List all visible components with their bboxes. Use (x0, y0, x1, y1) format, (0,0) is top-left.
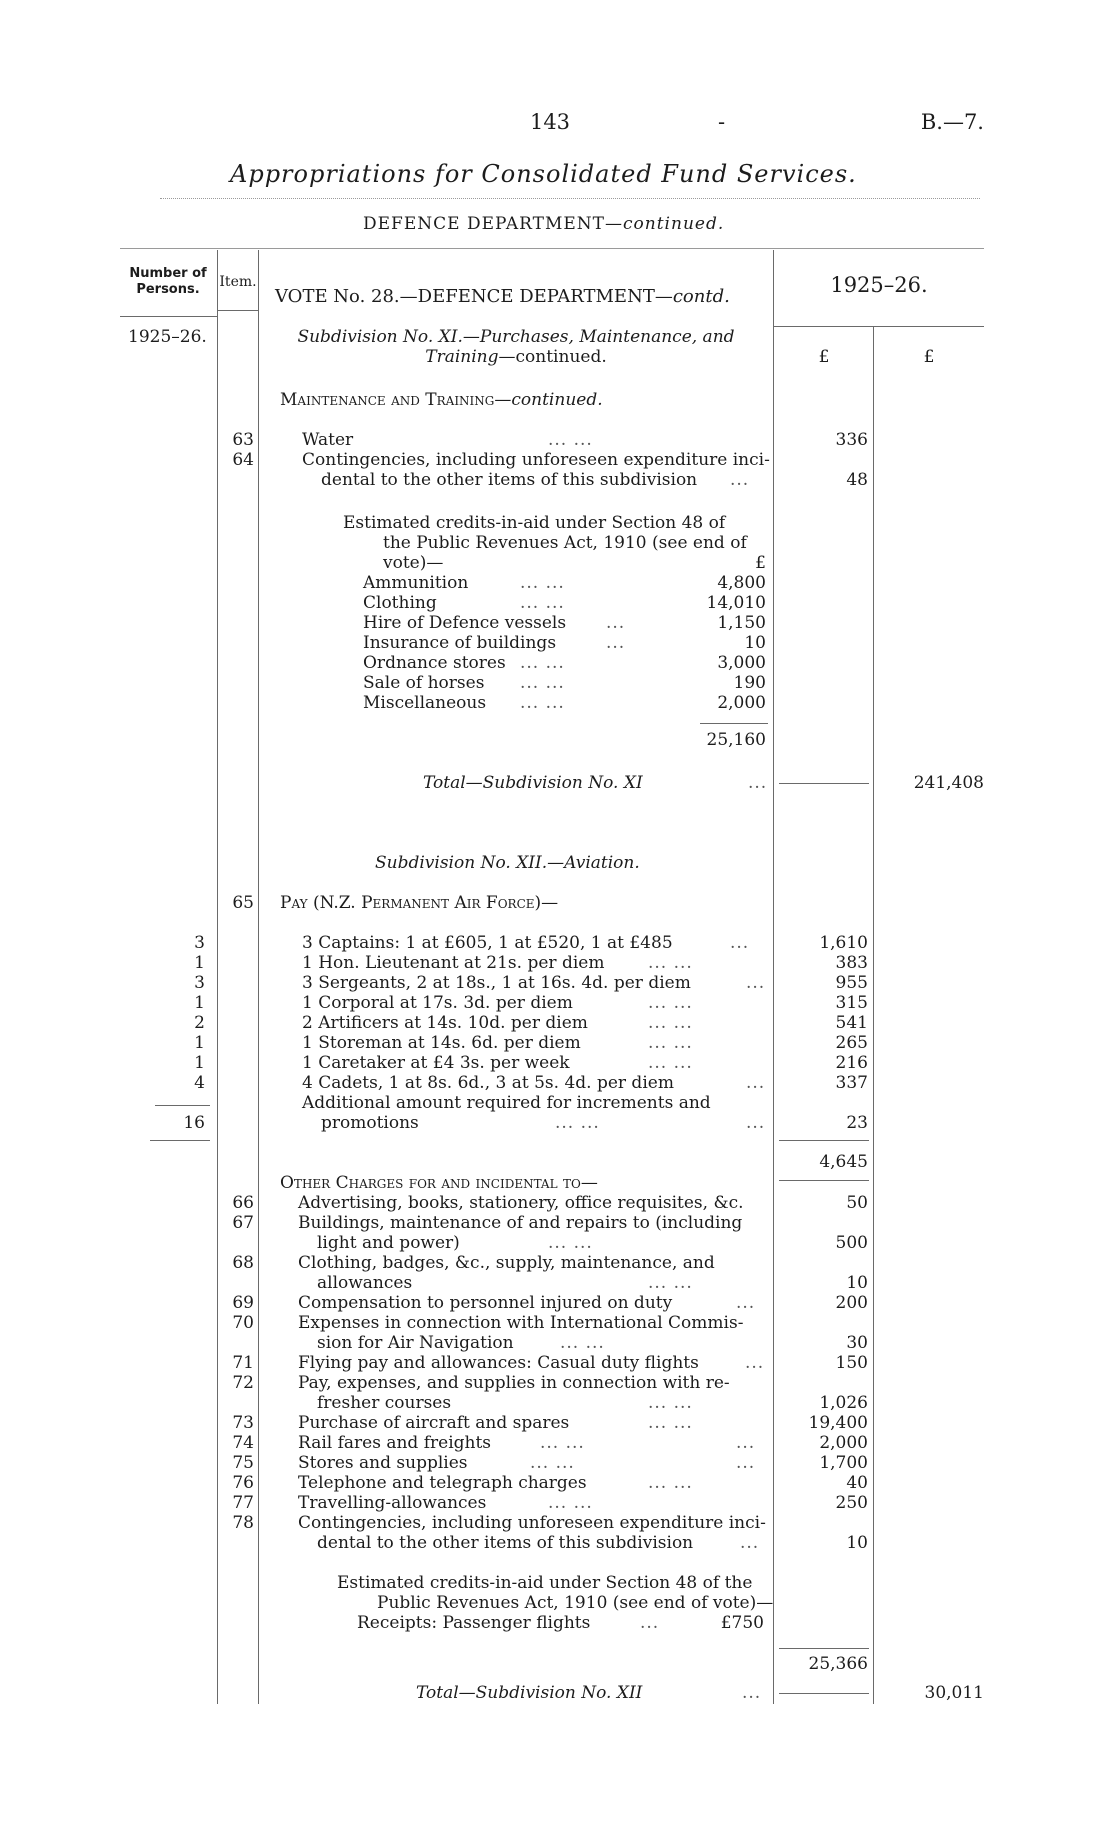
other-item-amount: 500 (835, 1233, 868, 1253)
subdivision-xi-total-label: Total—Subdivision No. XI (423, 773, 643, 793)
item-number: 78 (232, 1513, 254, 1533)
page-title: Appropriations for Consolidated Fund Services. (230, 160, 857, 188)
subdivision-xi-heading-line2 (262, 347, 770, 367)
leader-dots: ... ... (548, 1233, 593, 1253)
leader-dots: ... (748, 773, 768, 793)
leader-dots: ... ... (648, 1053, 693, 1073)
department-heading (363, 214, 724, 234)
leader-dots: ... (742, 1683, 762, 1703)
credit-label: Hire of Defence vessels (363, 613, 567, 633)
credit-label: Ordnance stores (363, 653, 506, 673)
other-item-amount: 1,026 (819, 1393, 868, 1413)
receipts-label: Receipts: Passenger flights (357, 1613, 591, 1633)
paper-reference: B.—7. (920, 110, 984, 134)
leader-dots: ... (730, 470, 750, 490)
maintenance-training-cont: —continued. (494, 390, 603, 410)
leader-dots: ... (606, 613, 626, 633)
leader-dots: ... ... (648, 1033, 693, 1053)
credits-xi-pound: £ (755, 553, 766, 573)
other-item-description: Compensation to personnel injured on duty (298, 1293, 673, 1313)
subdivision-xii-total-label: Total—Subdivision No. XII (416, 1683, 643, 1703)
number-of-persons-header: Number of Persons. (129, 266, 207, 297)
leader-dots: ... ... (648, 1473, 693, 1493)
other-charges-heading: Other Charges for and incidental to— (280, 1173, 598, 1193)
table-top-rule (120, 248, 984, 249)
pay-description: Additional amount required for increments and (302, 1093, 711, 1113)
maintenance-training-heading (280, 390, 603, 410)
subdivision-xii-total-rule (779, 1693, 869, 1694)
persons-total-rule-bottom (150, 1140, 210, 1141)
pay-description-cont: promotions (321, 1113, 419, 1133)
other-item-description: Contingencies, including unforeseen expenditure inci- (298, 1513, 766, 1533)
leader-dots: ... (606, 633, 626, 653)
item-description: Contingencies, including unforeseen expenditure inci- (302, 450, 770, 470)
credits-xi-total-rule (700, 723, 768, 724)
pay-amount: 337 (835, 1073, 868, 1093)
leader-dots: ... ... (648, 1393, 693, 1413)
item-number: 72 (232, 1373, 254, 1393)
other-item-description: Telephone and telegraph charges (298, 1473, 587, 1493)
other-item-description: Travelling-allowances (298, 1493, 487, 1513)
subdivision-xii-total: 30,011 (924, 1683, 984, 1703)
other-item-amount: 30 (846, 1333, 868, 1353)
header-rule (160, 198, 980, 199)
pay-amount: 541 (835, 1013, 868, 1033)
persons-count: 2 (194, 1013, 205, 1033)
pound-sign-col1: £ (818, 347, 830, 367)
persons-header-rule (120, 316, 217, 317)
other-item-description-cont: allowances (317, 1273, 413, 1293)
pay-heading: Pay (N.Z. Permanent Air Force)— (280, 893, 559, 913)
other-item-amount: 200 (835, 1293, 868, 1313)
other-item-description: Purchase of aircraft and spares (298, 1413, 570, 1433)
subdivision-xi-heading-line1: Subdivision No. XI.—Purchases, Maintenance, and (297, 327, 735, 347)
maintenance-training-main: Maintenance and Training (280, 390, 495, 410)
department-cont: —continued. (605, 214, 725, 234)
other-item-amount: 2,000 (819, 1433, 868, 1453)
pay-amount: 216 (835, 1053, 868, 1073)
leader-dots: ... (745, 1353, 765, 1373)
other-item-description-cont: dental to the other items of this subdivision (317, 1533, 694, 1553)
persons-count: 4 (194, 1073, 205, 1093)
item-number: 75 (232, 1453, 254, 1473)
pay-total-rule (779, 1140, 869, 1141)
vote-heading (275, 287, 730, 307)
item-header: Item. (219, 274, 257, 290)
leader-dots: ... (746, 973, 766, 993)
pound-sign-col2: £ (923, 347, 935, 367)
pay-amount: 23 (846, 1113, 868, 1133)
leader-dots: ... (736, 1293, 756, 1313)
pay-description: 4 Cadets, 1 at 8s. 6d., 3 at 5s. 4d. per diem (302, 1073, 674, 1093)
other-item-description: Pay, expenses, and supplies in connection with re- (298, 1373, 730, 1393)
persons-total-rule-top (155, 1105, 210, 1106)
pay-description: 1 Hon. Lieutenant at 21s. per diem (302, 953, 605, 973)
persons-count: 1 (194, 1033, 205, 1053)
amount-col-left-rule (773, 250, 774, 1704)
training-word: Training (425, 347, 499, 367)
other-item-amount: 150 (835, 1353, 868, 1373)
subtotal-rule (779, 1648, 869, 1649)
pay-description: 1 Corporal at 17s. 3d. per diem (302, 993, 573, 1013)
credit-label: Clothing (363, 593, 437, 613)
other-item-description-cont: fresher courses (317, 1393, 452, 1413)
other-item-description-cont: light and power) (317, 1233, 460, 1253)
leader-dots: ... (740, 1533, 760, 1553)
item-number: 74 (232, 1433, 254, 1453)
credit-value: 2,000 (717, 693, 766, 713)
item-number: 64 (232, 450, 254, 470)
credit-value: 10 (744, 633, 766, 653)
item-description-cont: dental to the other items of this subdivision (321, 470, 698, 490)
credits-xi-line3: vote)— (383, 553, 444, 573)
other-item-amount: 40 (846, 1473, 868, 1493)
leader-dots: ... ... (560, 1333, 605, 1353)
subdivision-xii-heading: Subdivision No. XII.—Aviation. (375, 853, 640, 873)
leader-dots: ... ... (648, 1013, 693, 1033)
pay-total-rule-bottom (779, 1180, 869, 1181)
pay-amount: 1,610 (819, 933, 868, 953)
vote-cont: —contd. (654, 286, 730, 307)
item-amount: 48 (846, 470, 868, 490)
item-number: 71 (232, 1353, 254, 1373)
leader-dots: ... ... (540, 1433, 585, 1453)
other-item-description: Stores and supplies (298, 1453, 468, 1473)
leader-dots: ... (746, 1073, 766, 1093)
credit-label: Ammunition (363, 573, 469, 593)
other-item-description: Clothing, badges, &c., supply, maintenance, and (298, 1253, 715, 1273)
credit-value: 3,000 (717, 653, 766, 673)
item-number: 69 (232, 1293, 254, 1313)
leader-dots: ... ... (548, 430, 593, 450)
subdivision-xi-total: 241,408 (913, 773, 984, 793)
pay-amount: 955 (835, 973, 868, 993)
credits-xi-line1: Estimated credits-in-aid under Section 48 of (343, 513, 726, 533)
item-number: 70 (232, 1313, 254, 1333)
leader-dots: ... ... (555, 1113, 600, 1133)
other-item-amount: 250 (835, 1493, 868, 1513)
other-item-amount: 10 (846, 1273, 868, 1293)
other-item-description: Expenses in connection with International Commis- (298, 1313, 744, 1333)
leader-dots: ... (730, 933, 750, 953)
other-item-amount: 19,400 (808, 1413, 868, 1433)
credit-label: Insurance of buildings (363, 633, 557, 653)
item-number: 67 (232, 1213, 254, 1233)
department-main: DEFENCE DEPARTMENT (363, 214, 606, 234)
item-number: 73 (232, 1413, 254, 1433)
credits-xii-line1: Estimated credits-in-aid under Section 48 of the (337, 1573, 753, 1593)
persons-total: 16 (183, 1113, 205, 1133)
leader-dots: ... ... (648, 993, 693, 1013)
item-number: 63 (232, 430, 254, 450)
pay-description: 3 Captains: 1 at £605, 1 at £520, 1 at £485 (302, 933, 673, 953)
leader-dots: ... ... (520, 653, 565, 673)
credit-value: 1,150 (717, 613, 766, 633)
subdivision-xi-total-rule (779, 783, 869, 784)
leader-dots: ... (736, 1453, 756, 1473)
leader-dots: ... ... (520, 673, 565, 693)
other-item-description: Rail fares and freights (298, 1433, 492, 1453)
credit-value: 14,010 (706, 593, 766, 613)
item-number: 68 (232, 1253, 254, 1273)
pay-total: 4,645 (819, 1152, 868, 1172)
leader-dots: ... ... (548, 1493, 593, 1513)
pay-description: 2 Artificers at 14s. 10d. per diem (302, 1013, 588, 1033)
item-col-right-rule (258, 250, 259, 1704)
leader-dots: ... ... (648, 1273, 693, 1293)
vote-main: VOTE No. 28.—DEFENCE DEPARTMENT (275, 286, 655, 307)
credit-label: Sale of horses (363, 673, 485, 693)
leader-dots: ... ... (648, 953, 693, 973)
persons-count: 1 (194, 993, 205, 1013)
pay-item-number: 65 (232, 893, 254, 913)
pay-description: 1 Caretaker at £4 3s. per week (302, 1053, 570, 1073)
other-item-amount: 1,700 (819, 1453, 868, 1473)
subdivision-xii-subtotal: 25,366 (808, 1654, 868, 1674)
pay-description: 3 Sergeants, 2 at 18s., 1 at 16s. 4d. per diem (302, 973, 691, 993)
item-header-rule (217, 310, 258, 311)
leader-dots: ... (736, 1433, 756, 1453)
credits-xi-line2: the Public Revenues Act, 1910 (see end of (383, 533, 747, 553)
credits-xii-line2: Public Revenues Act, 1910 (see end of vote)— (377, 1593, 774, 1613)
leader-dots: ... ... (530, 1453, 575, 1473)
other-item-description-cont: sion for Air Navigation (317, 1333, 514, 1353)
persons-count: 1 (194, 953, 205, 973)
other-item-description: Advertising, books, stationery, office requisites, &c. (298, 1193, 744, 1213)
credit-value: 190 (733, 673, 766, 693)
year-amount-header: 1925–26. (830, 273, 928, 297)
receipts-value: £750 (720, 1613, 764, 1633)
header-dash: - (718, 110, 726, 134)
item-number: 76 (232, 1473, 254, 1493)
leader-dots: ... (640, 1613, 660, 1633)
leader-dots: ... ... (520, 593, 565, 613)
other-item-description: Buildings, maintenance of and repairs to (including (298, 1213, 743, 1233)
pay-amount: 315 (835, 993, 868, 1013)
pay-amount: 383 (835, 953, 868, 973)
leader-dots: ... ... (648, 1413, 693, 1433)
year-persons-header: 1925–26. (128, 327, 207, 347)
other-item-amount: 50 (846, 1193, 868, 1213)
persons-count: 1 (194, 1053, 205, 1073)
persons-count: 3 (194, 933, 205, 953)
continued-word: —continued. (498, 347, 607, 367)
item-amount: 336 (835, 430, 868, 450)
leader-dots: ... ... (520, 693, 565, 713)
credit-label: Miscellaneous (363, 693, 487, 713)
pay-description: 1 Storeman at 14s. 6d. per diem (302, 1033, 581, 1053)
item-description: Water (302, 430, 354, 450)
leader-dots: ... ... (520, 573, 565, 593)
item-number: 77 (232, 1493, 254, 1513)
credits-xi-total: 25,160 (706, 730, 766, 750)
other-item-description: Flying pay and allowances: Casual duty flights (298, 1353, 699, 1373)
amount-col-mid-rule (873, 326, 874, 1704)
leader-dots: ... (746, 1113, 766, 1133)
other-item-amount: 10 (846, 1533, 868, 1553)
credit-value: 4,800 (717, 573, 766, 593)
pay-amount: 265 (835, 1033, 868, 1053)
persons-count: 3 (194, 973, 205, 993)
amount-header-rule (773, 326, 984, 327)
item-col-left-rule (217, 250, 218, 1704)
page-number: 143 (529, 110, 571, 134)
item-number: 66 (232, 1193, 254, 1213)
